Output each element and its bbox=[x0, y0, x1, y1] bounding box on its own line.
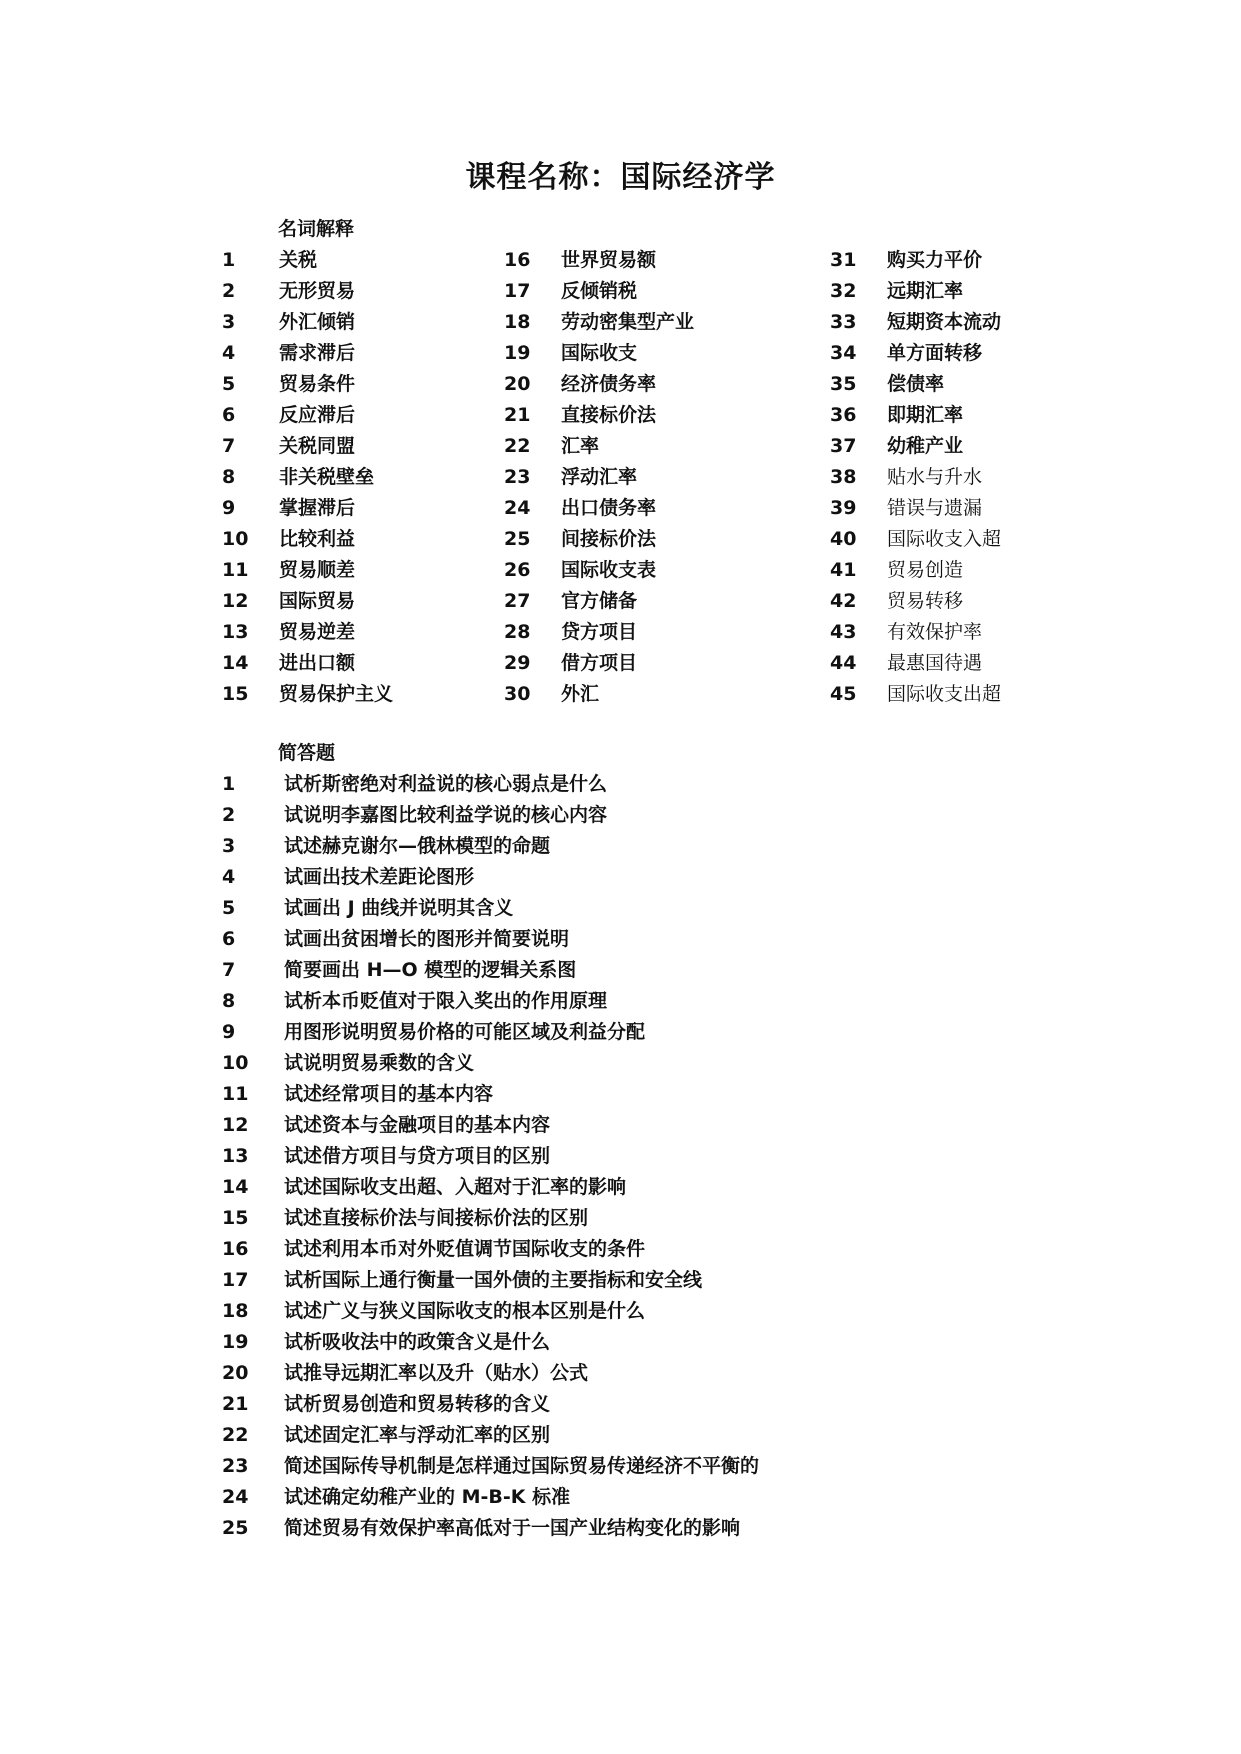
term-number: 16 bbox=[504, 249, 531, 271]
term-text: 错误与遗漏 bbox=[887, 497, 983, 519]
term-number: 8 bbox=[222, 466, 236, 488]
term-item bbox=[222, 276, 393, 307]
question-text: 试析贸易创造和贸易转移的含义 bbox=[284, 1393, 551, 1415]
term-number: 12 bbox=[222, 590, 249, 612]
term-text: 贴水与升水 bbox=[887, 466, 983, 488]
question-text: 试述固定汇率与浮动汇率的区别 bbox=[284, 1424, 551, 1446]
question-text: 试述赫克谢尔—俄林模型的命题 bbox=[284, 835, 551, 857]
terms-column-1 bbox=[222, 245, 393, 710]
question-number: 1 bbox=[222, 773, 236, 795]
question-text: 试画出技术差距论图形 bbox=[284, 866, 475, 888]
term-text: 关税同盟 bbox=[279, 435, 356, 457]
question-item bbox=[222, 800, 759, 831]
term-text: 反倾销税 bbox=[561, 280, 638, 302]
term-number: 9 bbox=[222, 497, 236, 519]
term-item bbox=[222, 524, 393, 555]
term-item bbox=[830, 245, 1001, 276]
term-text: 出口债务率 bbox=[561, 497, 657, 519]
question-item bbox=[222, 955, 759, 986]
question-text: 简述国际传导机制是怎样通过国际贸易传递经济不平衡的 bbox=[284, 1455, 760, 1477]
term-item bbox=[504, 245, 694, 276]
question-text: 试推导远期汇率以及升（贴水）公式 bbox=[284, 1362, 589, 1384]
term-number: 24 bbox=[504, 497, 531, 519]
question-item bbox=[222, 986, 759, 1017]
course-title: 课程名称：国际经济学 bbox=[465, 160, 776, 195]
terms-column-3 bbox=[830, 245, 1001, 710]
term-number: 14 bbox=[222, 652, 249, 674]
question-number: 23 bbox=[222, 1455, 249, 1477]
question-number: 22 bbox=[222, 1424, 249, 1446]
term-text: 贸易创造 bbox=[887, 559, 964, 581]
question-number: 19 bbox=[222, 1331, 249, 1353]
question-number: 9 bbox=[222, 1021, 236, 1043]
term-item bbox=[830, 307, 1001, 338]
question-number: 15 bbox=[222, 1207, 249, 1229]
term-text: 世界贸易额 bbox=[561, 249, 657, 271]
question-number: 20 bbox=[222, 1362, 249, 1384]
term-text: 购买力平价 bbox=[887, 249, 983, 271]
term-text: 官方储备 bbox=[561, 590, 638, 612]
term-number: 20 bbox=[504, 373, 531, 395]
question-text: 试述确定幼稚产业的 M-B-K 标准 bbox=[284, 1486, 571, 1508]
term-item bbox=[222, 648, 393, 679]
term-number: 42 bbox=[830, 590, 857, 612]
term-number: 1 bbox=[222, 249, 236, 271]
term-item bbox=[222, 431, 393, 462]
terms-column-2 bbox=[504, 245, 694, 710]
question-number: 21 bbox=[222, 1393, 249, 1415]
term-text: 比较利益 bbox=[279, 528, 356, 550]
term-number: 5 bbox=[222, 373, 236, 395]
question-number: 25 bbox=[222, 1517, 249, 1539]
question-item bbox=[222, 1265, 759, 1296]
question-number: 11 bbox=[222, 1083, 249, 1105]
question-text: 试述直接标价法与间接标价法的区别 bbox=[284, 1207, 589, 1229]
term-number: 40 bbox=[830, 528, 857, 550]
term-text: 国际收支出超 bbox=[887, 683, 1002, 705]
term-number: 33 bbox=[830, 311, 857, 333]
term-text: 经济债务率 bbox=[561, 373, 657, 395]
term-number: 25 bbox=[504, 528, 531, 550]
term-item bbox=[222, 338, 393, 369]
term-number: 15 bbox=[222, 683, 249, 705]
question-item bbox=[222, 1234, 759, 1265]
term-number: 35 bbox=[830, 373, 857, 395]
question-number: 10 bbox=[222, 1052, 249, 1074]
term-text: 贸易逆差 bbox=[279, 621, 356, 643]
question-item bbox=[222, 769, 759, 800]
question-text: 试说明李嘉图比较利益学说的核心内容 bbox=[284, 804, 608, 826]
question-item bbox=[222, 831, 759, 862]
term-text: 贸易转移 bbox=[887, 590, 964, 612]
term-item bbox=[222, 369, 393, 400]
term-item bbox=[504, 400, 694, 431]
question-item bbox=[222, 1048, 759, 1079]
term-text: 反应滞后 bbox=[279, 404, 356, 426]
term-number: 38 bbox=[830, 466, 857, 488]
term-item bbox=[222, 586, 393, 617]
term-number: 44 bbox=[830, 652, 857, 674]
term-text: 国际贸易 bbox=[279, 590, 356, 612]
term-number: 10 bbox=[222, 528, 249, 550]
term-number: 30 bbox=[504, 683, 531, 705]
question-item bbox=[222, 1110, 759, 1141]
term-item bbox=[504, 338, 694, 369]
term-number: 41 bbox=[830, 559, 857, 581]
question-text: 试画出 J 曲线并说明其含义 bbox=[284, 897, 514, 919]
term-item bbox=[830, 431, 1001, 462]
term-text: 借方项目 bbox=[561, 652, 638, 674]
question-text: 试析本币贬值对于限入奖出的作用原理 bbox=[284, 990, 608, 1012]
question-number: 3 bbox=[222, 835, 236, 857]
term-text: 需求滞后 bbox=[279, 342, 356, 364]
term-number: 29 bbox=[504, 652, 531, 674]
question-text: 试画出贫困增长的图形并简要说明 bbox=[284, 928, 570, 950]
question-number: 16 bbox=[222, 1238, 249, 1260]
term-number: 34 bbox=[830, 342, 857, 364]
question-item bbox=[222, 1017, 759, 1048]
term-text: 掌握滞后 bbox=[279, 497, 356, 519]
term-number: 39 bbox=[830, 497, 857, 519]
term-item bbox=[504, 555, 694, 586]
question-item bbox=[222, 1482, 759, 1513]
term-text: 关税 bbox=[279, 249, 318, 271]
term-text: 间接标价法 bbox=[561, 528, 657, 550]
term-item bbox=[504, 431, 694, 462]
term-item bbox=[830, 338, 1001, 369]
question-item bbox=[222, 862, 759, 893]
question-number: 17 bbox=[222, 1269, 249, 1291]
term-item bbox=[222, 462, 393, 493]
term-number: 23 bbox=[504, 466, 531, 488]
question-item bbox=[222, 1513, 759, 1544]
question-number: 5 bbox=[222, 897, 236, 919]
term-text: 国际收支入超 bbox=[887, 528, 1002, 550]
term-text: 浮动汇率 bbox=[561, 466, 638, 488]
term-item bbox=[222, 555, 393, 586]
term-item bbox=[504, 493, 694, 524]
term-item bbox=[222, 307, 393, 338]
question-item bbox=[222, 1141, 759, 1172]
term-item bbox=[222, 493, 393, 524]
question-number: 6 bbox=[222, 928, 236, 950]
term-text: 汇率 bbox=[561, 435, 600, 457]
questions-section-heading: 简答题 bbox=[278, 742, 336, 764]
term-text: 国际收支表 bbox=[561, 559, 657, 581]
question-text: 简述贸易有效保护率高低对于一国产业结构变化的影响 bbox=[284, 1517, 741, 1539]
term-text: 贸易条件 bbox=[279, 373, 356, 395]
term-item bbox=[504, 276, 694, 307]
term-item bbox=[830, 586, 1001, 617]
term-number: 27 bbox=[504, 590, 531, 612]
term-item bbox=[830, 369, 1001, 400]
term-text: 外汇倾销 bbox=[279, 311, 356, 333]
question-text: 试述资本与金融项目的基本内容 bbox=[284, 1114, 551, 1136]
term-number: 28 bbox=[504, 621, 531, 643]
term-item bbox=[830, 648, 1001, 679]
term-number: 37 bbox=[830, 435, 857, 457]
question-text: 试述广义与狭义国际收支的根本区别是什么 bbox=[284, 1300, 646, 1322]
term-item bbox=[830, 524, 1001, 555]
term-text: 非关税壁垒 bbox=[279, 466, 375, 488]
term-item bbox=[830, 400, 1001, 431]
term-item bbox=[222, 679, 393, 710]
question-item bbox=[222, 924, 759, 955]
question-number: 14 bbox=[222, 1176, 249, 1198]
term-number: 19 bbox=[504, 342, 531, 364]
term-item bbox=[504, 586, 694, 617]
term-text: 国际收支 bbox=[561, 342, 638, 364]
term-item bbox=[504, 617, 694, 648]
term-text: 有效保护率 bbox=[887, 621, 983, 643]
question-number: 24 bbox=[222, 1486, 249, 1508]
term-number: 21 bbox=[504, 404, 531, 426]
term-number: 32 bbox=[830, 280, 857, 302]
question-item bbox=[222, 1296, 759, 1327]
question-text: 试述经常项目的基本内容 bbox=[284, 1083, 494, 1105]
term-item bbox=[830, 462, 1001, 493]
term-item bbox=[830, 679, 1001, 710]
term-text: 幼稚产业 bbox=[887, 435, 964, 457]
term-number: 17 bbox=[504, 280, 531, 302]
question-item bbox=[222, 1172, 759, 1203]
question-number: 2 bbox=[222, 804, 236, 826]
term-item bbox=[830, 617, 1001, 648]
terms-section-heading: 名词解释 bbox=[278, 218, 355, 240]
term-item bbox=[504, 462, 694, 493]
term-item bbox=[222, 617, 393, 648]
term-item bbox=[504, 648, 694, 679]
term-number: 7 bbox=[222, 435, 236, 457]
term-number: 45 bbox=[830, 683, 857, 705]
question-item bbox=[222, 1358, 759, 1389]
question-number: 8 bbox=[222, 990, 236, 1012]
question-item bbox=[222, 1420, 759, 1451]
term-number: 31 bbox=[830, 249, 857, 271]
term-item bbox=[504, 307, 694, 338]
term-text: 贷方项目 bbox=[561, 621, 638, 643]
term-number: 18 bbox=[504, 311, 531, 333]
question-text: 试述利用本币对外贬值调节国际收支的条件 bbox=[284, 1238, 646, 1260]
term-text: 直接标价法 bbox=[561, 404, 657, 426]
term-item bbox=[504, 679, 694, 710]
question-number: 12 bbox=[222, 1114, 249, 1136]
question-text: 试析国际上通行衡量一国外债的主要指标和安全线 bbox=[284, 1269, 703, 1291]
question-text: 简要画出 H—O 模型的逻辑关系图 bbox=[284, 959, 577, 981]
question-text: 试说明贸易乘数的含义 bbox=[284, 1052, 475, 1074]
term-text: 劳动密集型产业 bbox=[561, 311, 695, 333]
term-text: 外汇 bbox=[561, 683, 600, 705]
question-number: 4 bbox=[222, 866, 236, 888]
question-text: 试述国际收支出超、入超对于汇率的影响 bbox=[284, 1176, 627, 1198]
term-text: 远期汇率 bbox=[887, 280, 964, 302]
term-text: 无形贸易 bbox=[279, 280, 356, 302]
term-text: 最惠国待遇 bbox=[887, 652, 983, 674]
term-text: 贸易保护主义 bbox=[279, 683, 394, 705]
question-item bbox=[222, 1079, 759, 1110]
term-text: 单方面转移 bbox=[887, 342, 983, 364]
term-number: 6 bbox=[222, 404, 236, 426]
term-number: 4 bbox=[222, 342, 236, 364]
question-item bbox=[222, 1327, 759, 1358]
question-item bbox=[222, 1389, 759, 1420]
term-number: 43 bbox=[830, 621, 857, 643]
term-item bbox=[504, 369, 694, 400]
term-text: 贸易顺差 bbox=[279, 559, 356, 581]
question-number: 13 bbox=[222, 1145, 249, 1167]
question-number: 18 bbox=[222, 1300, 249, 1322]
term-number: 13 bbox=[222, 621, 249, 643]
term-item bbox=[504, 524, 694, 555]
question-number: 7 bbox=[222, 959, 236, 981]
question-item bbox=[222, 1451, 759, 1482]
term-item bbox=[222, 245, 393, 276]
term-item bbox=[830, 276, 1001, 307]
term-item bbox=[830, 493, 1001, 524]
term-text: 偿债率 bbox=[887, 373, 945, 395]
questions-list bbox=[222, 769, 759, 1544]
question-item bbox=[222, 1203, 759, 1234]
term-number: 3 bbox=[222, 311, 236, 333]
term-number: 2 bbox=[222, 280, 236, 302]
term-text: 即期汇率 bbox=[887, 404, 964, 426]
question-text: 用图形说明贸易价格的可能区域及利益分配 bbox=[284, 1021, 646, 1043]
term-text: 进出口额 bbox=[279, 652, 356, 674]
term-item bbox=[222, 400, 393, 431]
question-text: 试析斯密绝对利益说的核心弱点是什么 bbox=[284, 773, 608, 795]
term-number: 11 bbox=[222, 559, 249, 581]
term-number: 36 bbox=[830, 404, 857, 426]
term-number: 26 bbox=[504, 559, 531, 581]
term-number: 22 bbox=[504, 435, 531, 457]
term-item bbox=[830, 555, 1001, 586]
question-text: 试析吸收法中的政策含义是什么 bbox=[284, 1331, 551, 1353]
term-text: 短期资本流动 bbox=[887, 311, 1002, 333]
question-item bbox=[222, 893, 759, 924]
question-text: 试述借方项目与贷方项目的区别 bbox=[284, 1145, 551, 1167]
